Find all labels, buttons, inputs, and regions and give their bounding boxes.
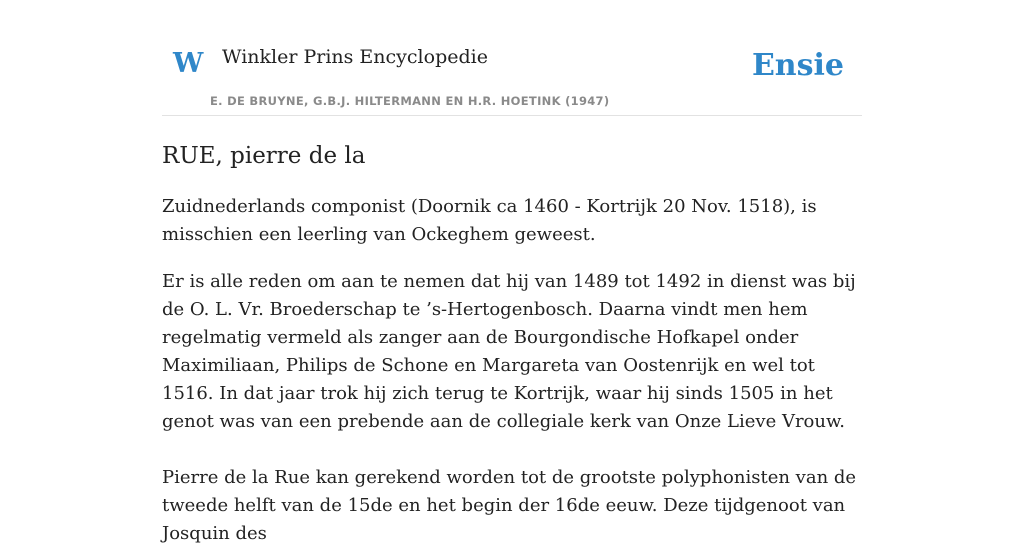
entry-paragraph: Er is alle reden om aan te nemen dat hij van 1489 tot 1492 in dienst was bij de O. L. Vr. Broederschap te ’s-Hertogenbosch. Daarna vindt men hem regelmatig vermeld als zanger aan de Bourgondische Hofkapel onder Maximiliaan, Philips de Schone en Margareta van Oostenrijk en wel tot 1516. In dat jaar trok hij zich terug te Kortrijk, waar hij sinds 1505 in het genot was van een prebende aan de collegiale kerk van Onze Lieve Vrouw.: [162, 271, 856, 432]
source-logo[interactable]: W: [173, 48, 204, 79]
page: [162, 0, 862, 548]
entry-title: RUE, pierre de la: [162, 143, 366, 169]
source-header: [162, 0, 862, 116]
ensie-logo-link[interactable]: Ensie: [751, 48, 844, 83]
entry-paragraph: Pierre de la Rue kan gerekend worden tot de grootste polyphonisten van de tweede helft van de 15de en het begin der 16de eeuw. Deze tijdgenoot van Josquin des: [162, 467, 857, 544]
entry-paragraph: Zuidnederlands componist (Doornik ca 1460 - Kortrijk 20 Nov. 1518), is misschien een leerling van Ockeghem geweest.: [162, 196, 817, 245]
entry-content: [162, 116, 862, 548]
source-title-link[interactable]: Winkler Prins Encyclopedie: [222, 46, 488, 68]
source-authors: E. DE BRUYNE, G.B.J. HILTERMANN EN H.R. HOETINK (1947): [210, 94, 610, 108]
